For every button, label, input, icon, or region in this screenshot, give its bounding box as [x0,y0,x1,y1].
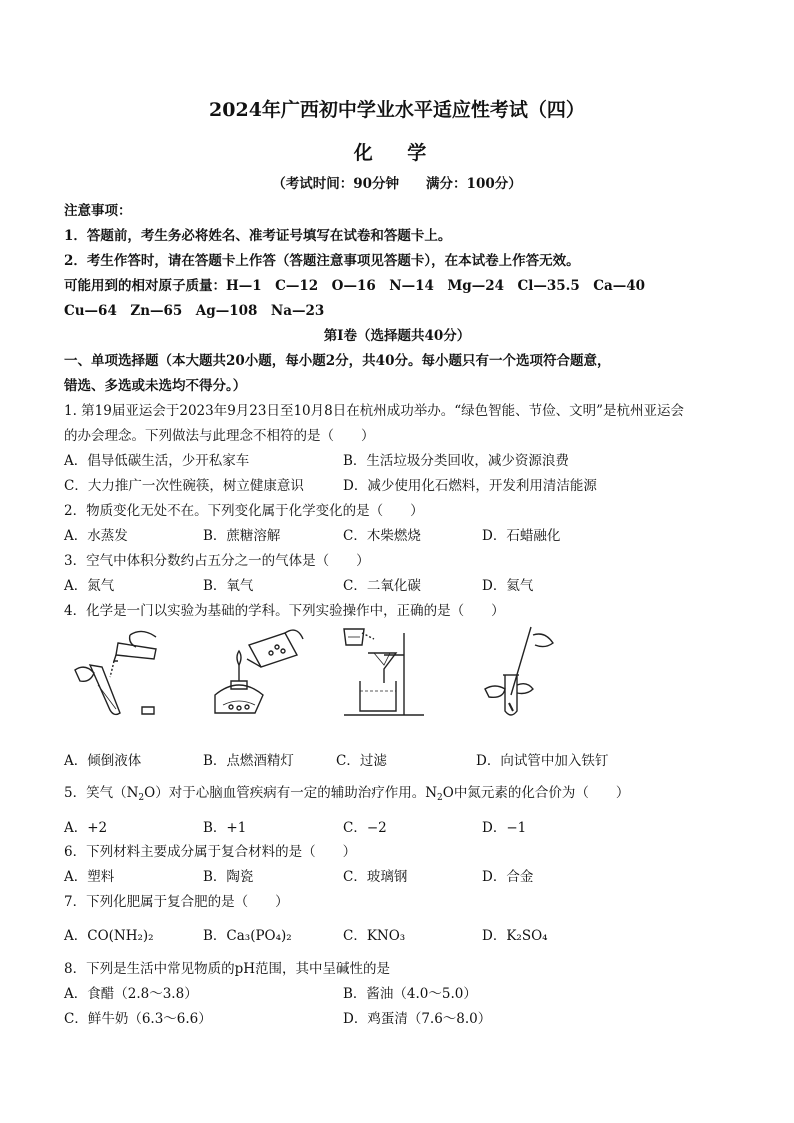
q5-formula-n-2: N [425,785,438,801]
q5-option-a: A．+2 [64,820,108,836]
notes-heading: 注意事项： [64,203,132,219]
q8-option-b: B．酱油（4.0～5.0） [343,986,477,1002]
q8-option-c: C．鲜牛奶（6.3～6.6） [64,1011,212,1027]
q2-option-d: D．石蜡融化 [482,528,561,544]
lighting-alcohol-lamp-illustration-icon [205,625,305,720]
pouring-liquid-illustration-icon [70,625,170,720]
q1-option-b: B．生活垃圾分类回收，减少资源浪费 [343,453,569,469]
q5-option-c: C．−2 [343,820,387,836]
q2-stem: 2．物质变化无处不在。下列变化属于化学变化的是（ ） [64,503,424,519]
q1-stem-line-2: 的办会理念。下列做法与此理念不相符的是（ ） [64,428,375,444]
exam-meta: （考试时间：90分钟 满分：100分） [272,176,522,192]
q2-option-b: B．蔗糖溶解 [203,528,281,544]
q5-stem-mid: ）对于心脑血管疾病有一定的辅助治疗作用。 [155,785,426,801]
q7-option-a: A．CO(NH₂)₂ [64,928,154,944]
q4-option-b: B．点燃酒精灯 [203,753,294,769]
q5-option-b: B．+1 [203,820,247,836]
q1-stem-line-1: 1. 第19届亚运会于2023年9月23日至10月8日在杭州成功举办。“绿色智能、节俭、文明”是杭州亚运会 [64,403,685,419]
q5-stem-post: 中氮元素的化合价为（ ） [453,785,630,801]
q3-stem: 3．空气中体积分数约占五分之一的气体是（ ） [64,553,370,569]
subject-title: 化 学 [353,142,441,164]
q7-option-c: C．KNO₃ [343,928,406,944]
q5-formula-o-2: O [442,785,454,801]
atomic-masses-line-2: Cu—64 Zn—65 Ag—108 Na—23 [64,303,325,319]
notes-item-1: 1．答题前，考生务必将姓名、准考证号填写在试卷和答题卡上。 [64,228,452,244]
q1-option-a: A．倡导低碳生活，少开私家车 [64,453,250,469]
q5-stem-pre: 5．笑气（ [64,785,127,801]
q3-option-d: D．氦气 [482,578,534,594]
section-instruction-1: 一、单项选择题（本大题共20小题，每小题2分，共40分。每小题只有一个选项符合题意， [64,353,611,369]
q7-option-d: D．K₂SO₄ [482,928,548,944]
q6-option-d: D．合金 [482,869,534,885]
atomic-masses-line-1: 可能用到的相对原子质量：H—1 C—12 O—16 N—14 Mg—24 Cl—35.5 Ca—40 [64,278,646,294]
q5-option-d: D．−1 [482,820,527,836]
q5-stem [64,781,629,803]
q3-option-c: C．二氧化碳 [343,578,421,594]
q7-option-b: B．Ca₃(PO₄)₂ [203,928,292,944]
q5-formula-sub-2: 2 [437,793,443,803]
q1-option-d: D．减少使用化石燃料，开发利用清洁能源 [343,478,597,494]
adding-iron-nail-illustration-icon [475,625,575,720]
q6-option-a: A．塑料 [64,869,115,885]
q3-option-b: B．氧气 [203,578,254,594]
section-instruction-2: 错选、多选或未选均不得分。） [64,378,247,394]
exam-title: 2024年广西初中学业水平适应性考试（四） [209,99,585,121]
q4-option-d: D．向试管中加入铁钉 [476,753,609,769]
notes-item-2: 2．考生作答时，请在答题卡上作答（答题注意事项见答题卡），在本试卷上作答无效。 [64,253,580,269]
part-1-title: 第Ⅰ卷（选择题共40分） [323,328,471,344]
q6-option-b: B．陶瓷 [203,869,254,885]
q4-option-a: A．倾倒液体 [64,753,142,769]
q2-option-a: A．水蒸发 [64,528,128,544]
q8-option-a: A．食醋（2.8～3.8） [64,986,198,1002]
q6-option-c: C．玻璃钢 [343,869,408,885]
q4-option-c: C．过滤 [336,753,387,769]
q5-formula-n: N [126,785,139,801]
q1-option-c: C．大力推广一次性碗筷，树立健康意识 [64,478,304,494]
q7-stem: 7．下列化肥属于复合肥的是（ ） [64,894,289,910]
q5-formula-sub: 2 [138,793,145,803]
q8-option-d: D．鸡蛋清（7.6～8.0） [343,1011,492,1027]
filtration-illustration-icon [338,625,438,720]
q6-stem: 6．下列材料主要成分属于复合材料的是（ ） [64,844,357,860]
q3-option-a: A．氮气 [64,578,115,594]
q8-stem: 8．下列是生活中常见物质的pH范围，其中呈碱性的是 [64,961,391,977]
q2-option-c: C．木柴燃烧 [343,528,421,544]
q5-formula-o: O [144,785,156,801]
q4-stem: 4．化学是一门以实验为基础的学科。下列实验操作中，正确的是（ ） [64,603,505,619]
